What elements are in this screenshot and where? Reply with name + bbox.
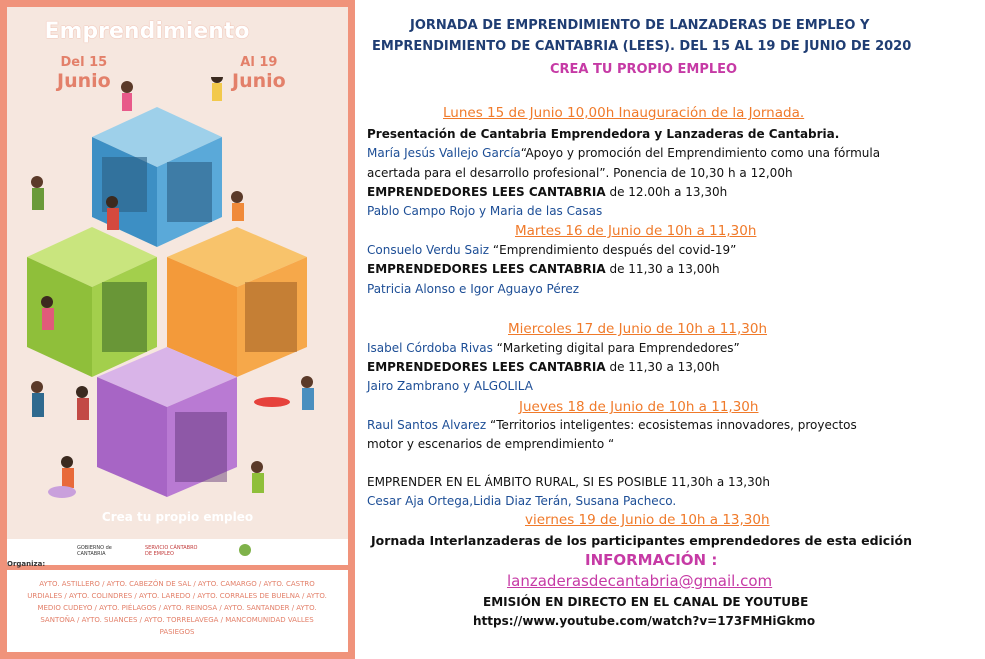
day3-talk: “Marketing digital para Emprendedores” [492, 341, 740, 355]
day4-heading: Jueves 18 de Junio de 10h a 11,30h [519, 399, 759, 415]
sponsor-logos [7, 539, 348, 565]
day5-heading: viernes 19 de Junio de 10h a 13,30h [525, 512, 770, 528]
day4-speaker: Raul Santos Alvarez [367, 418, 487, 432]
day1-speaker: María Jesús Vallejo García [367, 146, 521, 160]
day4-rural-line [367, 475, 770, 489]
header-line-2: EMPRENDIMIENTO DE CANTABRIA (LEES). DEL 15 AL 19 DE JUNIO DE 2020 [372, 39, 912, 54]
day5-description: Jornada Interlanzaderas de los participantes emprendedores de esta edición [371, 533, 912, 548]
day3-heading: Miercoles 17 de Junio de 10h a 11,30h [508, 321, 768, 337]
poster-start-date-small: Del 15 [60, 55, 108, 70]
poster-end-date-small: Al 19 [240, 55, 278, 70]
day4-talk: “Territorios inteligentes: ecosistemas innovadores, proyectos [486, 418, 857, 432]
poster-start-date-month: Junio [57, 70, 111, 92]
day3-talk-line [367, 341, 740, 355]
day2-people: Patricia Alonso e Igor Aguayo Pérez [367, 282, 580, 296]
day1-people: Pablo Campo Rojo y Maria de las Casas [367, 204, 603, 218]
program-panel [355, 0, 985, 659]
organizers-box [7, 570, 348, 652]
day1-talk-line [367, 146, 880, 160]
cubes-illustration [7, 77, 348, 507]
info-label: INFORMACIÓN : [585, 551, 718, 569]
day2-lees-label: EMPRENDEDORES LEES CANTABRIA [367, 262, 606, 276]
day1-lees-line [367, 185, 727, 199]
day3-people: Jairo Zambrano y ALGOLILA [367, 379, 533, 393]
header-subtitle: CREA TU PROPIO EMPLEO [550, 62, 738, 77]
day1-lees-time: de 12.00h a 13,30h [605, 185, 728, 199]
day3-lees-label: EMPRENDEDORES LEES CANTABRIA [367, 360, 606, 374]
day1-presentation: Presentación de Cantabria Emprendedora y Lanzaderas de Cantabria. [367, 127, 840, 141]
organizers-list: AYTO. ASTILLERO / AYTO. CABEZÓN DE SAL / AYTO. CAMARGO / AYTO. CASTRO URDIALES / AYTO. COLINDRES / AYTO. LAREDO / AYTO. CORRALES DE BUELNA / AYTO. MEDIO CUDEYO / AYTO. PIÉLAGOS / AYTO. REINOSA / AYTO. SANTANDER / AYTO. SANTOÑA / AYTO. SUANCES / AYTO. TORRELAVEGA / MANCOMUNIDAD VALLES PASIEGOS [27, 580, 327, 636]
day4-people: Cesar Aja Ortega,Lidia Diaz Terán, Susana Pacheco. [367, 494, 677, 508]
day3-lees-time: de 11,30 a 13,00h [605, 360, 720, 374]
youtube-link[interactable]: https://www.youtube.com/watch?v=173FMHiGkmo [473, 614, 816, 628]
gobierno-cantabria-logo: GOBIERNO de CANTABRIA [77, 545, 112, 557]
day1-talk-continuation: acertada para el desarrollo profesional”. Ponencia de 10,30 h a 12,00h [367, 166, 793, 180]
day2-lees-line [367, 262, 720, 276]
day1-talk: “Apoyo y promoción del Emprendimiento como una fórmula [520, 146, 881, 160]
contact-email-link[interactable]: lanzaderasdecantabria@gmail.com [507, 572, 773, 590]
lanzaderas-logo-icon [239, 544, 251, 556]
day1-heading: Lunes 15 de Junio 10,00h Inauguración de la Jornada. [443, 105, 805, 121]
day2-speaker: Consuelo Verdu Saiz [367, 243, 490, 257]
day4-talk-line [367, 418, 857, 432]
day3-lees-line [367, 360, 720, 374]
day4-talk-continuation: motor y escenarios de emprendimiento “ [367, 437, 615, 451]
day2-lees-time: de 11,30 a 13,00h [605, 262, 720, 276]
poster [0, 0, 355, 659]
day4-rural-time: 11,30h a 13,30h [667, 475, 770, 489]
poster-slogan: Crea tu propio empleo [101, 510, 254, 524]
stream-label: EMISIÓN EN DIRECTO EN EL CANAL DE YOUTUBE [483, 595, 809, 609]
day2-talk: “Emprendimiento después del covid-19” [489, 243, 737, 257]
servicio-empleo-logo: SERVICIO CÁNTABRO DE EMPLEO [145, 545, 198, 557]
day2-talk-line [367, 243, 736, 257]
poster-end-date-month: Junio [232, 70, 286, 92]
day2-heading: Martes 16 de Junio de 10h a 11,30h [515, 223, 757, 239]
organiza-label: Organiza: [7, 560, 46, 568]
day3-speaker: Isabel Córdoba Rivas [367, 341, 493, 355]
poster-artwork-panel [7, 7, 348, 539]
day4-rural-label: EMPRENDER EN EL ÁMBITO RURAL, SI ES POSIBLE [367, 475, 668, 489]
header-line-1: JORNADA DE EMPRENDIMIENTO DE LANZADERAS DE EMPLEO Y [410, 18, 870, 33]
day1-lees-label: EMPRENDEDORES LEES CANTABRIA [367, 185, 606, 199]
poster-title: Emprendimiento [44, 19, 250, 44]
